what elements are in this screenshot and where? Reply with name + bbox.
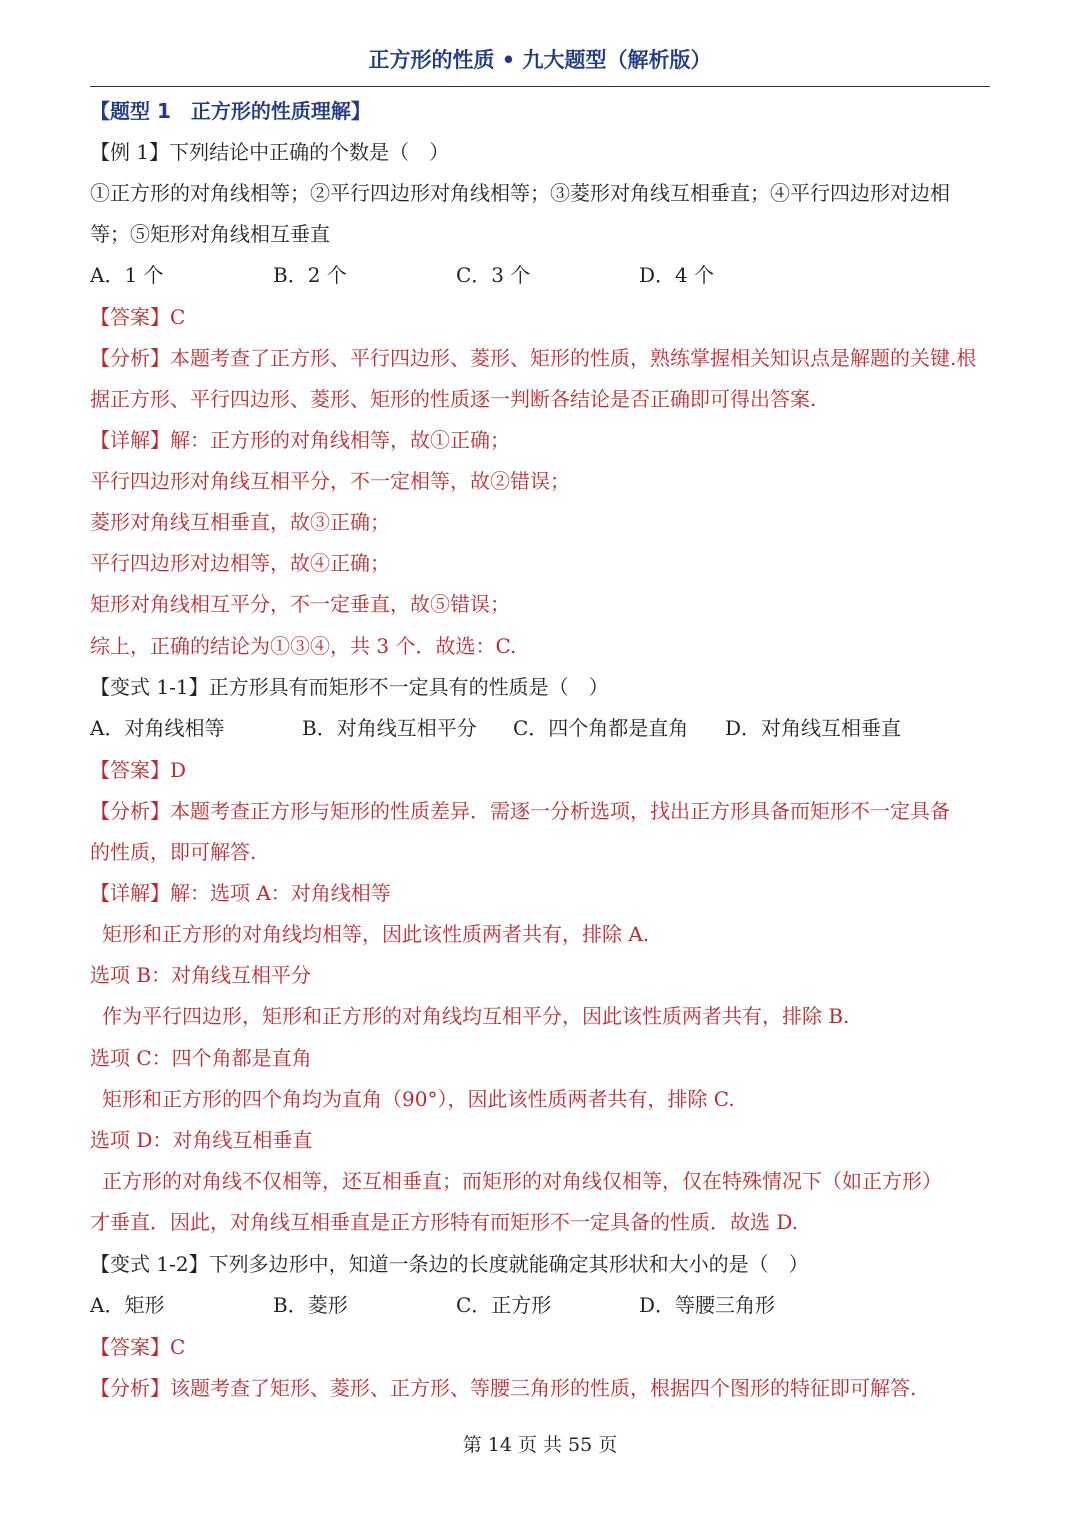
variant-1-2-answer: 【答案】C xyxy=(90,1335,186,1359)
example-1-analysis-line-1: 【分析】本题考查了正方形、平行四边形、菱形、矩形的性质，熟练掌握相关知识点是解题的关键.根 xyxy=(90,346,977,370)
variant-1-1-option-d: D．对角线互相垂直 xyxy=(725,716,902,740)
example-1-detail-line-5: 矩形对角线相互平分，不一定垂直，故⑤错误； xyxy=(90,592,510,616)
variant-1-1-answer: 【答案】D xyxy=(90,758,187,782)
example-1-detail-line-2: 平行四边形对角线互相平分，不一定相等，故②错误； xyxy=(90,469,570,493)
example-1-stem-line-1: ①正方形的对角线相等；②平行四边形对角线相等；③菱形对角线互相垂直；④平行四边形对边相 xyxy=(90,181,950,205)
variant-1-1-analysis-line-1: 【分析】本题考查正方形与矩形的性质差异．需逐一分析选项，找出正方形具备而矩形不一定具备 xyxy=(90,799,950,823)
variant-1-1-question: 【变式 1-1】正方形具有而矩形不一定具有的性质是（ ） xyxy=(90,675,609,699)
document-title: 正方形的性质 • 九大题型（解析版） xyxy=(368,48,712,72)
variant-1-1-detail-line-5: 选项 C：四个角都是直角 xyxy=(90,1046,312,1070)
example-1-option-d: D．4 个 xyxy=(639,263,715,287)
example-1-option-a: A．1 个 xyxy=(90,263,164,287)
variant-1-1-detail-line-8: 正方形的对角线不仅相等，还互相垂直；而矩形的对角线仅相等，仅在特殊情况下（如正方形） xyxy=(102,1169,942,1193)
variant-1-1-detail-line-6: 矩形和正方形的四个角均为直角（90°），因此该性质两者共有，排除 C. xyxy=(102,1087,735,1111)
example-1-option-b: B．2 个 xyxy=(273,263,347,287)
page-number: 第 14 页 共 55 页 xyxy=(462,1434,618,1456)
variant-1-1-option-c: C．四个角都是直角 xyxy=(513,716,689,740)
variant-1-1-detail-line-1: 【详解】解：选项 A：对角线相等 xyxy=(90,881,391,905)
example-1-question: 【例 1】下列结论中正确的个数是（ ） xyxy=(90,140,450,164)
variant-1-1-detail-line-9: 才垂直．因此，对角线互相垂直是正方形特有而矩形不一定具备的性质．故选 D. xyxy=(90,1210,799,1234)
variant-1-1-option-b: B．对角线互相平分 xyxy=(302,716,477,740)
header-divider xyxy=(90,86,990,87)
example-1-detail-line-1: 【详解】解：正方形的对角线相等，故①正确； xyxy=(90,428,510,452)
variant-1-2-analysis-line-1: 【分析】该题考查了矩形、菱形、正方形、等腰三角形的性质，根据四个图形的特征即可解答. xyxy=(90,1376,917,1400)
variant-1-1-detail-line-2: 矩形和正方形的对角线均相等，因此该性质两者共有，排除 A. xyxy=(102,922,650,946)
variant-1-2-option-b: B．菱形 xyxy=(273,1293,348,1317)
example-1-answer: 【答案】C xyxy=(90,305,186,329)
variant-1-1-detail-line-7: 选项 D：对角线互相垂直 xyxy=(90,1128,313,1152)
variant-1-2-question: 【变式 1-2】下列多边形中，知道一条边的长度就能确定其形状和大小的是（ ） xyxy=(90,1252,809,1276)
example-1-detail-line-3: 菱形对角线互相垂直，故③正确； xyxy=(90,510,390,534)
variant-1-2-option-c: C．正方形 xyxy=(456,1293,552,1317)
example-1-detail-line-4: 平行四边形对边相等，故④正确； xyxy=(90,551,390,575)
example-1-stem-line-2: 等；⑤矩形对角线相互垂直 xyxy=(90,222,330,246)
example-1-analysis-line-2: 据正方形、平行四边形、菱形、矩形的性质逐一判断各结论是否正确即可得出答案. xyxy=(90,387,817,411)
example-1-detail-line-6: 综上，正确的结论为①③④，共 3 个．故选：C. xyxy=(90,634,517,658)
variant-1-1-analysis-line-2: 的性质，即可解答. xyxy=(90,840,257,864)
variant-1-1-detail-line-3: 选项 B：对角线互相平分 xyxy=(90,963,312,987)
variant-1-1-detail-line-4: 作为平行四边形，矩形和正方形的对角线均互相平分，因此该性质两者共有，排除 B. xyxy=(102,1004,850,1028)
section-title: 【题型 1 正方形的性质理解】 xyxy=(90,99,371,123)
variant-1-2-option-d: D．等腰三角形 xyxy=(639,1293,776,1317)
variant-1-2-option-a: A．矩形 xyxy=(90,1293,165,1317)
example-1-option-c: C．3 个 xyxy=(456,263,531,287)
variant-1-1-option-a: A．对角线相等 xyxy=(90,716,225,740)
